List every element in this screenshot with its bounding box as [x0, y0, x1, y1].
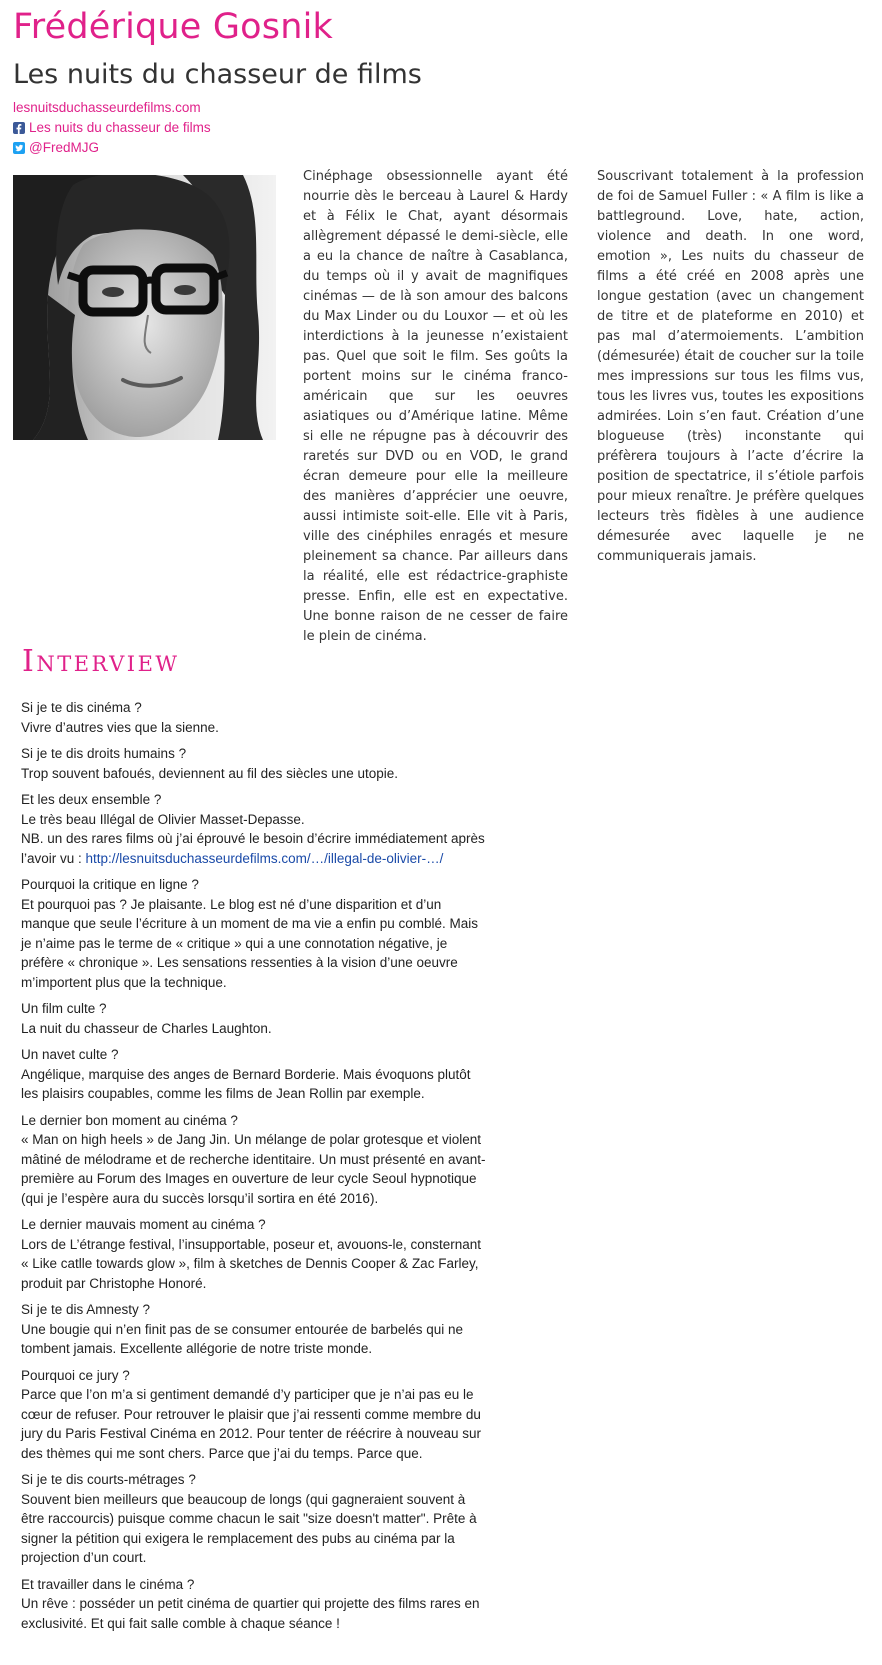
question: Pourquoi ce jury ? [21, 1367, 130, 1383]
interview-heading: Interview [22, 644, 180, 679]
social-links [13, 98, 211, 158]
qa-item [21, 790, 491, 868]
question: Et les deux ensemble ? [21, 792, 162, 807]
header [13, 6, 873, 92]
question: Si je te dis droits humains ? [21, 746, 187, 761]
twitter-link[interactable]: @FredMJG [29, 140, 99, 155]
bio-author: Cinéphage obsessionnelle ayant été nourrie dès le berceau à Laurel & Hardy et à Félix le Chat, ayant désormais allègrement dépassé le demi-siècle, elle a eu la chance de naître à Casablanca, du temps où il y avait de magnifiques cinémas — de là son amour des balcons du Max Linder ou du Louxor — et où les interdictions à la jeunesse n’existaient pas. Quel que soit le film. Ses goûts la portent moins sur le cinéma franco-américain que sur les oeuvres asiatiques ou d’Amérique latine. Même si elle ne répugne pas à découvrir des raretés sur DVD ou en VOD, le grand écran demeure pour elle la meilleure des manières d’apprécier une oeuvre, aussi intimiste soit-elle. Elle vit à Paris, ville des cinéphiles enragés et mesure pleinement sa chance. Par ailleurs dans la réalité, elle est rédactrice-graphiste presse. Enfin, elle est en expectative. Une bonne raison de ne cesser de faire le plein de cinéma. [303, 169, 568, 644]
answer: Angélique, marquise des anges de Bernard Borderie. Mais évoquons plutôt les plaisirs coupables, comme les films de Jean Rollin par exemple. [21, 1066, 471, 1101]
question: Un film culte ? [21, 1001, 107, 1016]
portrait-image [13, 175, 276, 440]
facebook-row [13, 118, 211, 138]
question: Si je te dis Amnesty ? [21, 1302, 151, 1317]
question: Pourquoi la critique en ligne ? [21, 877, 199, 892]
qa-item [21, 1300, 491, 1359]
answer: Un rêve : posséder un petit cinéma de quartier qui projette des films rares en exclusivité. Et qui fait salle comble à chaque séance ! [21, 1596, 480, 1631]
question: Si je te dis courts-métrages ? [21, 1472, 196, 1487]
facebook-icon [13, 122, 25, 134]
twitter-row [13, 138, 211, 158]
interview-qa [21, 698, 491, 1640]
question: Un navet culte ? [21, 1047, 119, 1062]
qa-item [21, 744, 491, 783]
qa-item [21, 875, 491, 992]
answer: Le très beau Illégal de Olivier Masset-Depasse. [21, 811, 305, 827]
question: Si je te dis cinéma ? [21, 700, 142, 715]
qa-item [21, 698, 491, 737]
author-portrait [13, 175, 276, 440]
qa-item [21, 1470, 491, 1568]
answer: La nuit du chasseur de Charles Laughton. [21, 1020, 272, 1036]
answer-note-text: NB. un des rares films où j’ai éprouvé le besoin d’écrire immédiatement après l’avoir vu : [21, 831, 485, 866]
question: Et travailler dans le cinéma ? [21, 1576, 195, 1592]
website-row [13, 98, 211, 118]
qa-item [21, 1366, 491, 1464]
qa-item [21, 999, 491, 1038]
answer-note [21, 829, 491, 868]
qa-item [21, 1111, 491, 1209]
blog-title: Les nuits du chasseur de films [13, 59, 422, 90]
website-link[interactable]: lesnuitsduchasseurdefilms.com [13, 100, 201, 115]
review-link[interactable]: http://lesnuitsduchasseurdefilms.com/…/illegal-de-olivier-…/ [85, 850, 444, 866]
author-name: Frédérique Gosnik [13, 7, 334, 47]
answer: Parce que l’on m’a si gentiment demandé d’y participer que je n’ai pas eu le cœur de refuser. Pour retrouver le plaisir que j’ai ressenti comme membre du jury du Paris Festival Cinéma en 2012. Pour tenter de réécrire à nouveau sur des thèmes qui me sont chers. Parce que j’ai du temps. Parce que. [21, 1387, 481, 1461]
bio-blog: Souscrivant totalement à la profession de foi de Samuel Fuller : « A film is like a battleground. Love, hate, action, violence and death. In one word, emotion », Les nuits du chasseur de films a été créé en 2008 après une longue gestation (avec un changement de titre et de plateforme en 2010) et pas mal d’atermoiements. L’ambition (démesurée) était de coucher sur la toile mes impressions sur tous les films vus, tous les livres vus, toutes les expositions admirées. Loin s’en faut. Création d’une blogueuse (très) inconstante qui préfèrera toujours à l’acte d’écrire la position de spectatrice, il s’étiole parfois pour mieux renaître. Je préfère quelques lecteurs très fidèles à une audience démesurée avec laquelle je ne communiquerais jamais. [597, 169, 864, 564]
qa-item [21, 1215, 491, 1293]
answer: Une bougie qui n’en finit pas de se consumer entourée de barbelés qui ne tombent jamais. Excellente allégorie de notre triste monde. [21, 1321, 464, 1356]
answer: « Man on high heels » de Jang Jin. Un mélange de polar grotesque et violent mâtiné de mélodrame et de recherche identitaire. Un must présenté en avant-première au Forum des Images en ouverture de leur cycle Seoul hypnotique (qui je l’espère aura du succès lorsqu’il sortira en été 2016). [21, 1132, 486, 1206]
qa-item [21, 1045, 491, 1104]
question: Le dernier mauvais moment au cinéma ? [21, 1217, 266, 1232]
qa-item [21, 1575, 491, 1634]
answer: Et pourquoi pas ? Je plaisante. Le blog est né d’une disparition et d’un manque que seule l’écriture à un moment de ma vie a enfin pu comblé. Mais je n’aime pas le terme de « critique » qui a une connotation négative, je préfère « chronique ». Les sensations ressenties à la vision d’une oeuvre m’importent plus que la technique. [21, 896, 478, 990]
twitter-icon [13, 142, 25, 154]
answer: Lors de L’étrange festival, l’insupportable, poseur et, avouons-le, consternant « Like catlle towards glow », film à sketches de Dennis Cooper & Zac Farley, produit par Christophe Honoré. [21, 1236, 482, 1291]
facebook-link[interactable]: Les nuits du chasseur de films [29, 120, 211, 135]
answer: Vivre d’autres vies que la sienne. [21, 719, 219, 735]
answer: Trop souvent bafoués, deviennent au fil des siècles une utopie. [21, 765, 398, 781]
question: Le dernier bon moment au cinéma ? [21, 1112, 238, 1128]
answer: Souvent bien meilleurs que beaucoup de longs (qui gagneraient souvent à être raccourcis) puisque comme chacun le sait "size doesn't matter". Prête à signer la pétition qui exigera le remplacement des pubs au cinéma par la projection d’un court. [21, 1491, 477, 1565]
